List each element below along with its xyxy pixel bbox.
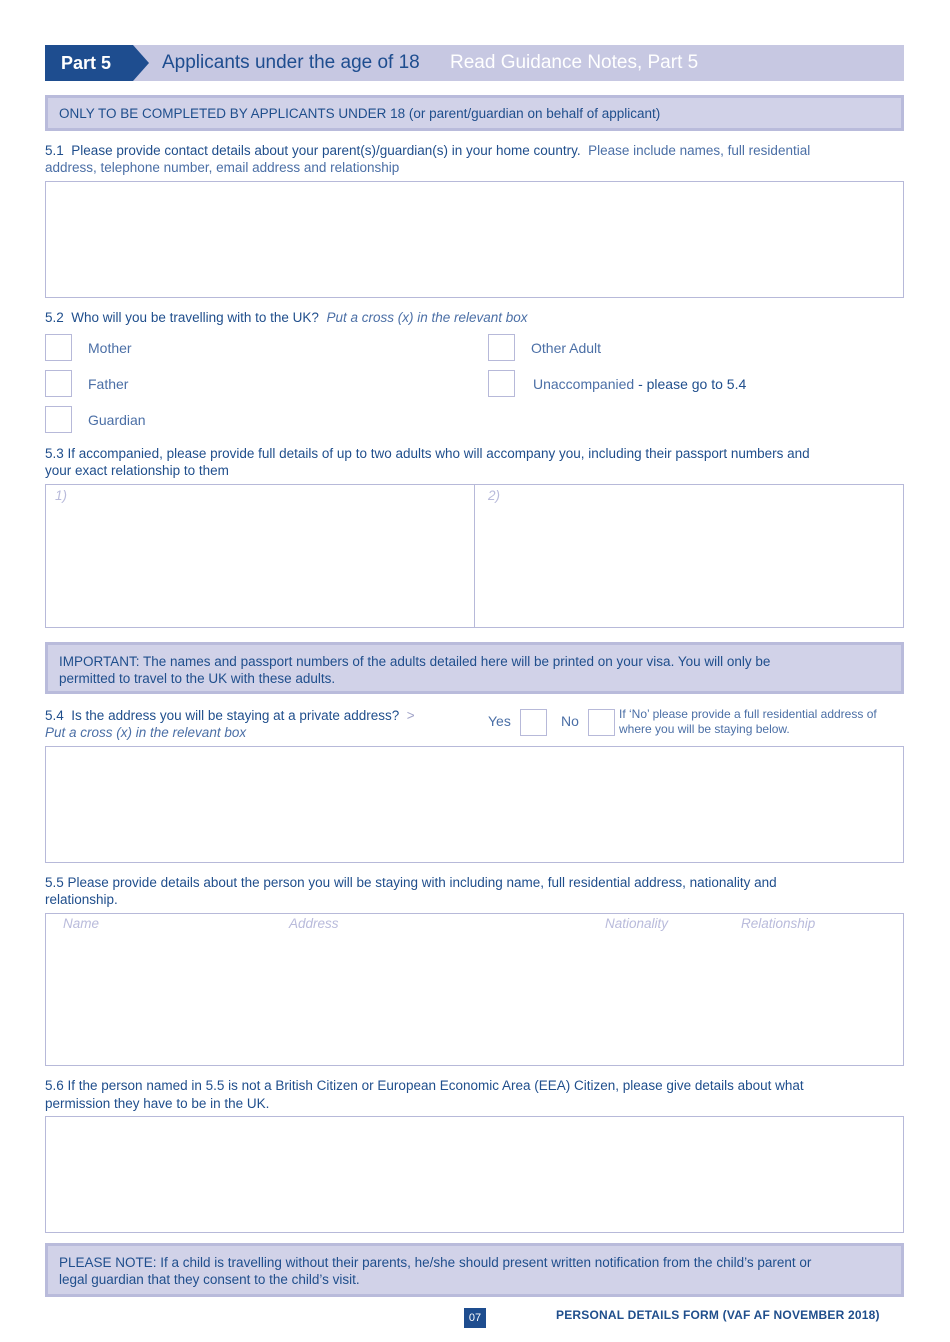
question-hint: Put a cross (x) in the relevant box bbox=[326, 310, 528, 325]
arrow-icon: > bbox=[406, 708, 415, 723]
name-column-placeholder: Name bbox=[63, 916, 100, 931]
page-number: 07 bbox=[464, 1308, 486, 1328]
address-column-placeholder: Address bbox=[289, 916, 339, 931]
question-text: Is the address you will be staying at a private address? bbox=[71, 708, 400, 723]
private-address-no-checkbox[interactable] bbox=[588, 709, 615, 736]
question-text: Please provide contact details about your parent(s)/guardian(s) in your home country. bbox=[71, 143, 581, 158]
father-label: Father bbox=[88, 376, 129, 392]
yes-label: Yes bbox=[488, 713, 511, 729]
question-5-1-hint-line2: address, telephone number, email address and relationship bbox=[45, 160, 400, 175]
question-number: 5.1 bbox=[45, 143, 64, 158]
residential-address-field[interactable] bbox=[45, 746, 904, 863]
question-5-3-line2: your exact relationship to them bbox=[45, 463, 229, 478]
adult-1-placeholder: 1) bbox=[55, 488, 68, 503]
unaccompanied-checkbox[interactable] bbox=[488, 370, 515, 397]
important-banner bbox=[45, 642, 904, 694]
question-5-1 bbox=[45, 142, 905, 159]
nationality-column-placeholder: Nationality bbox=[605, 916, 669, 931]
host-permission-field[interactable] bbox=[45, 1116, 904, 1233]
guardian-label: Guardian bbox=[88, 412, 146, 428]
accompanying-adult-1-field[interactable] bbox=[45, 484, 476, 628]
question-5-6-line1: 5.6 If the person named in 5.5 is not a British Citizen or European Economic Area (EEA) Citizen, please give details about what bbox=[45, 1078, 804, 1093]
accompanying-adult-2-field[interactable] bbox=[474, 484, 904, 628]
unaccompanied-label bbox=[533, 376, 746, 392]
adult-2-placeholder: 2) bbox=[488, 488, 501, 503]
please-note-line-1: PLEASE NOTE: If a child is travelling without their parents, he/she should present written notification from the child’s parent or bbox=[59, 1255, 812, 1270]
unaccompanied-note: - please go to 5.4 bbox=[638, 376, 747, 392]
important-line-1: IMPORTANT: The names and passport numbers of the adults detailed here will be printed on your visa. You will only be bbox=[59, 654, 771, 669]
question-5-5-line2: relationship. bbox=[45, 892, 118, 907]
question-5-4 bbox=[45, 707, 415, 724]
other-adult-label: Other Adult bbox=[531, 340, 602, 356]
host-details-field[interactable] bbox=[45, 913, 904, 1066]
please-note-banner bbox=[45, 1243, 904, 1297]
relationship-column-placeholder: Relationship bbox=[741, 916, 816, 931]
no-note-line-2: where you will be staying below. bbox=[619, 722, 790, 736]
only-applicants-banner: ONLY TO BE COMPLETED BY APPLICANTS UNDER 18 (or parent/guardian on behalf of applicant) bbox=[45, 95, 904, 131]
form-title-footer: PERSONAL DETAILS FORM (VAF AF NOVEMBER 2018) bbox=[556, 1308, 880, 1322]
guidance-reference: Read Guidance Notes, Part 5 bbox=[450, 52, 699, 73]
part-label: Part 5 bbox=[45, 45, 133, 81]
guardian-checkbox[interactable] bbox=[45, 406, 72, 433]
important-line-2: permitted to travel to the UK with these adults. bbox=[59, 671, 336, 686]
question-5-5-line1: 5.5 Please provide details about the person you will be staying with including name, full residential address, nationality and bbox=[45, 875, 777, 890]
part-arrow-icon bbox=[133, 45, 149, 81]
father-checkbox[interactable] bbox=[45, 370, 72, 397]
question-5-4-hint: Put a cross (x) in the relevant box bbox=[45, 725, 247, 740]
other-adult-checkbox[interactable] bbox=[488, 334, 515, 361]
private-address-yes-checkbox[interactable] bbox=[520, 709, 547, 736]
question-5-2 bbox=[45, 309, 528, 326]
please-note-line-2: legal guardian that they consent to the child’s visit. bbox=[59, 1272, 360, 1287]
question-number: 5.4 bbox=[45, 708, 64, 723]
mother-checkbox[interactable] bbox=[45, 334, 72, 361]
part-title: Applicants under the age of 18 bbox=[162, 52, 420, 73]
no-note-line-1: If ‘No’ please provide a full residential address of bbox=[619, 707, 877, 721]
no-instruction-note bbox=[619, 707, 877, 737]
no-label: No bbox=[561, 713, 579, 729]
mother-label: Mother bbox=[88, 340, 132, 356]
question-number: 5.2 bbox=[45, 310, 64, 325]
question-5-6-line2: permission they have to be in the UK. bbox=[45, 1096, 270, 1111]
question-5-3-line1: 5.3 If accompanied, please provide full details of up to two adults who will accompany you, including their passport numbers and bbox=[45, 446, 810, 461]
question-hint: Please include names, full residential bbox=[588, 143, 811, 158]
parent-contact-details-field[interactable] bbox=[45, 181, 904, 298]
question-text: Who will you be travelling with to the UK? bbox=[71, 310, 319, 325]
unaccompanied-text: Unaccompanied bbox=[533, 376, 635, 392]
